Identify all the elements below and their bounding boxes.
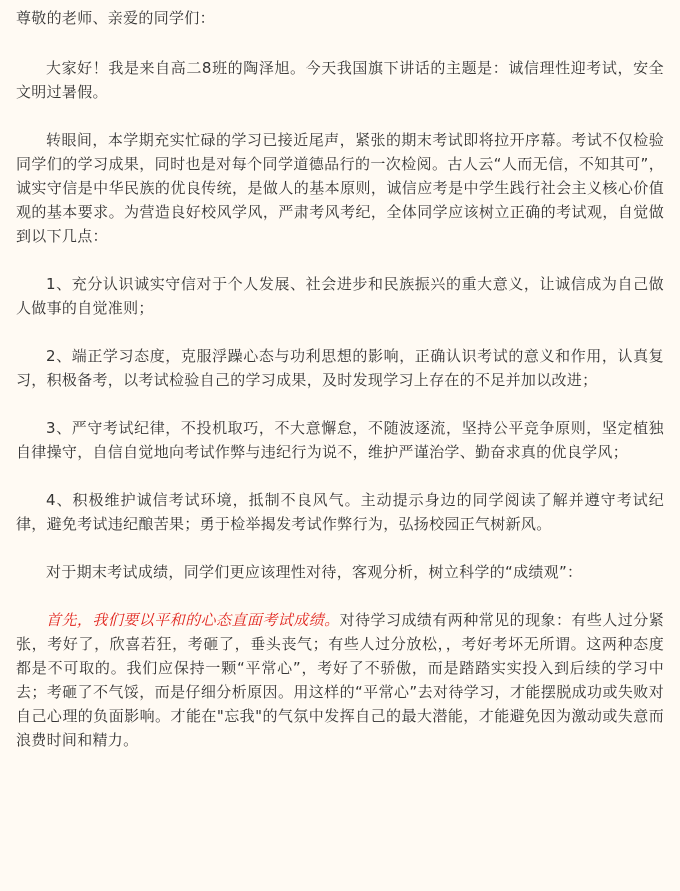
paragraph-point-4: 4、积极维护诚信考试环境，抵制不良风气。主动提示身边的同学阅读了解并遵守考试纪律，避免考试违纪酿苦果；勇于检举揭发考试作弊行为，弘扬校园正气树新风。 [16,491,664,533]
final-text: 对待学习成绩有两种常见的现象：有些人过分紧张，考好了，欣喜若狂，考砸了，垂头丧气；有些人过分放松，，考好考坏无所谓。这两种态度都是不可取的。我们应保持一颗“平常心”，考好了不骄傲，而是踏踏实实投入到后续的学习中去；考砸了不气馁，而是仔细分析原因。用这样的“平常心”去对待学习，才能摆脱成功或失败对自己心理的负面影响。才能在"忘我"的气氛中发挥自己的最大潜能，才能避免因为激动或失意而浪费时间和精力。 [16,611,664,749]
paragraph-context: 转眼间，本学期充实忙碌的学习已接近尾声，紧张的期末考试即将拉开序幕。考试不仅检验同学们的学习成果，同时也是对每个同学道德品行的一次检阅。古人云“人而无信，不知其可”，诚实守信是中华民族的优良传统，是做人的基本原则，诚信应考是中学生践行社会主义核心价值观的基本要求。为营造良好校风学风，严肃考风考纪，全体同学应该树立正确的考试观，自觉做到以下几点： [16,131,664,245]
emphasis-text: 首先，我们要以平和的心态直面考试成绩。 [46,611,340,629]
paragraph-intro: 大家好！我是来自高二8班的陶泽旭。今天我国旗下讲话的主题是：诚信理性迎考试，安全文明过暑假。 [16,59,664,101]
paragraph-final [16,608,664,752]
paragraph-point-1: 1、充分认识诚实守信对于个人发展、社会进步和民族振兴的重大意义，让诚信成为自己做人做事的自觉准则； [16,275,664,317]
salutation: 尊敬的老师、亲爱的同学们： [16,9,215,27]
paragraph-grades-intro: 对于期末考试成绩，同学们更应该理性对待，客观分析，树立科学的“成绩观”： [46,563,583,581]
paragraph-point-3: 3、严守考试纪律，不投机取巧，不大意懈怠，不随波逐流，坚持公平竞争原则，坚定植独自律操守，自信自觉地向考试作弊与违纪行为说不，维护严谨治学、勤奋求真的优良学风； [16,419,664,461]
paragraph-point-2: 2、端正学习态度，克服浮躁心态与功利思想的影响，正确认识考试的意义和作用，认真复习，积极备考，以考试检验自己的学习成果，及时发现学习上存在的不足并加以改进； [16,347,664,389]
